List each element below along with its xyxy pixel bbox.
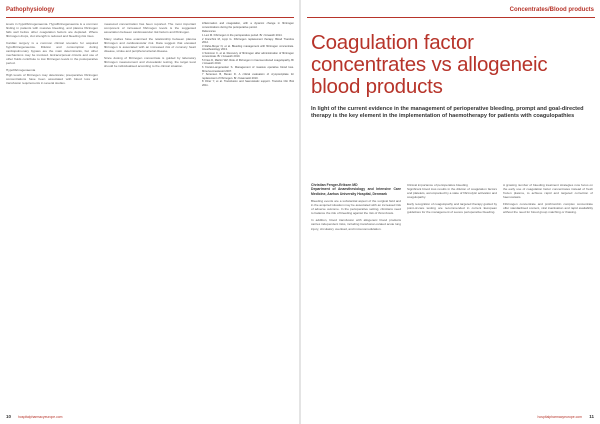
left-columns xyxy=(6,22,294,394)
paragraph: measured concentration has been reported. The most important component of increased fibrinogen levels is the suggested association between cardiovascular risk factors and fibrinogen. xyxy=(104,22,196,35)
header-rule xyxy=(307,17,595,18)
article-standfirst: In light of the current evidence in the management of perioperative bleeding, prompt and goal-directed therapy is the key element in the implementation of haemotherapy for patients with coagulopathies xyxy=(311,106,584,120)
left-page xyxy=(0,0,299,424)
page-number: 11 xyxy=(589,414,594,419)
header-rule xyxy=(6,17,294,18)
article-headline: Coagulation factor concentrates vs allogeneic blood products xyxy=(311,31,548,98)
paragraph: Clinical importance of perioperative bleeding Significant blood loss results in the dilution of coagulation factors and platelets, accompanied by a state of fibrinolytic activation and coagulopathy. xyxy=(407,183,497,200)
footer-url[interactable]: hospitalpharmacyeurope.com xyxy=(18,415,63,419)
left-column-3 xyxy=(202,22,294,394)
right-columns xyxy=(311,183,593,397)
paragraph: In addition, blood transfusion with allogeneic blood products carries independent risks, including transfusion-related acute lung injury, circulatory overload, and immunomodulation. xyxy=(311,218,401,231)
page-number: 10 xyxy=(6,414,12,419)
paragraph: Cardiac surgery is a common clinical scenario for acquired hypofibrinogenaemia. Dilution and consumption during cardiopulmonary bypass are the main determinants, but other mechanisms may be involved. Extracorporeal circuits and use of other fluids contribute to low fibrinogen levels in the postoperative period. xyxy=(6,41,98,66)
paragraph: Bleeding events are a substantial aspect of the surgical field and in the acquired situation may be associated with an increased risk of adverse outcome. In the perioperative setting, clinicians need to balance the risk of bleeding against the risk of thrombosis. xyxy=(311,199,401,216)
right-column-2 xyxy=(407,183,497,397)
section-label: Pathophysiology xyxy=(6,7,55,13)
references-list: References 1 Levi M. Fibrinogen in the perioperative period. Br J Anaesth 2014. 2 Franchini M, Lippi G. Fibrinogen replacement therapy. Blood Transfus 2012. 3 Rahe-Meyer N, et al. Bleeding management with fibrinogen concentrate. Anesthesiology 2013. 4 Solomon C, et al. Recovery of fibrinogen after administration of fibrinogen concentrate. Br J Anaesth 2010. 5 Fries D, Martini WZ. Role of fibrinogen in trauma-induced coagulopathy. Br J Anaesth 2010. 6 Kozek-Langenecker S. Management of massive operative blood loss. Minerva Anestesiol 2007. 7 Sorensen B, Bevan D. A critical evaluation of cryoprecipitate for replacement of fibrinogen. Br J Haematol 2010. 8 Ozier Y, et al. Transfusion and haemostatic support. Transfus Clin Biol 2011. xyxy=(202,30,294,87)
right-column-3 xyxy=(503,183,593,397)
paragraph: Early recognition of coagulopathy and targeted therapy guided by point-of-care testing are recommended in current European guidelines for the management of severe perioperative bleeding. xyxy=(407,202,497,215)
article-header xyxy=(311,32,591,120)
left-column-1 xyxy=(6,22,98,394)
paragraph: Since dosing of fibrinogen concentrate is guided by laboratory fibrinogen measurement and viscoelastic testing, the target level should be individualised according to the clinical situation. xyxy=(104,56,196,69)
paragraph: Fibrinogen concentrate and prothrombin complex concentrate offer standardised content, viral inactivation and rapid availability without the need for blood group matching or thawing. xyxy=(503,202,593,215)
right-column-1 xyxy=(311,183,401,397)
section-label: Concentrates/Blood products xyxy=(509,7,594,13)
paragraph: Many studies have examined the relationship between plasma fibrinogen and cardiovascular risk. Data suggest that elevated fibrinogen is associated with an increased risk of coronary heart disease, stroke and peripheral arterial disease. xyxy=(104,37,196,54)
paragraph: Hypofibrinogenaemia High levels of fibrinogen may deteriorate; preoperative fibrinogen concentrations have been associated with blood loss and transfusion requirements in several studies. xyxy=(6,68,98,85)
paragraph: inflammation and coagulation, with a dynamic change in fibrinogen concentrations during the perioperative period. xyxy=(202,22,294,29)
author-byline: Christian Fenger-Eriksen MD Department of Anaesthesiology and Intensive Care Medicine, Aarhus University Hospital, Denmark xyxy=(311,183,401,196)
paragraph: levels in hypofibrinogenaemia. Hypofibrinogenaemia is a common finding in patients with massive bleeding, and plasma fibrinogen falls well before other coagulation factors are depleted. Where fibrinogen drops, clot strength is reduced and bleeding risk rises. xyxy=(6,22,98,39)
footer-url[interactable]: hospitalpharmacyeurope.com xyxy=(537,415,582,419)
left-column-2 xyxy=(104,22,196,394)
right-page xyxy=(301,0,600,424)
paragraph: A growing number of bleeding treatment strategies now focus on the early use of coagulation factor concentrates instead of fresh frozen plasma, to achieve rapid and targeted correction of haemostasis. xyxy=(503,183,593,200)
